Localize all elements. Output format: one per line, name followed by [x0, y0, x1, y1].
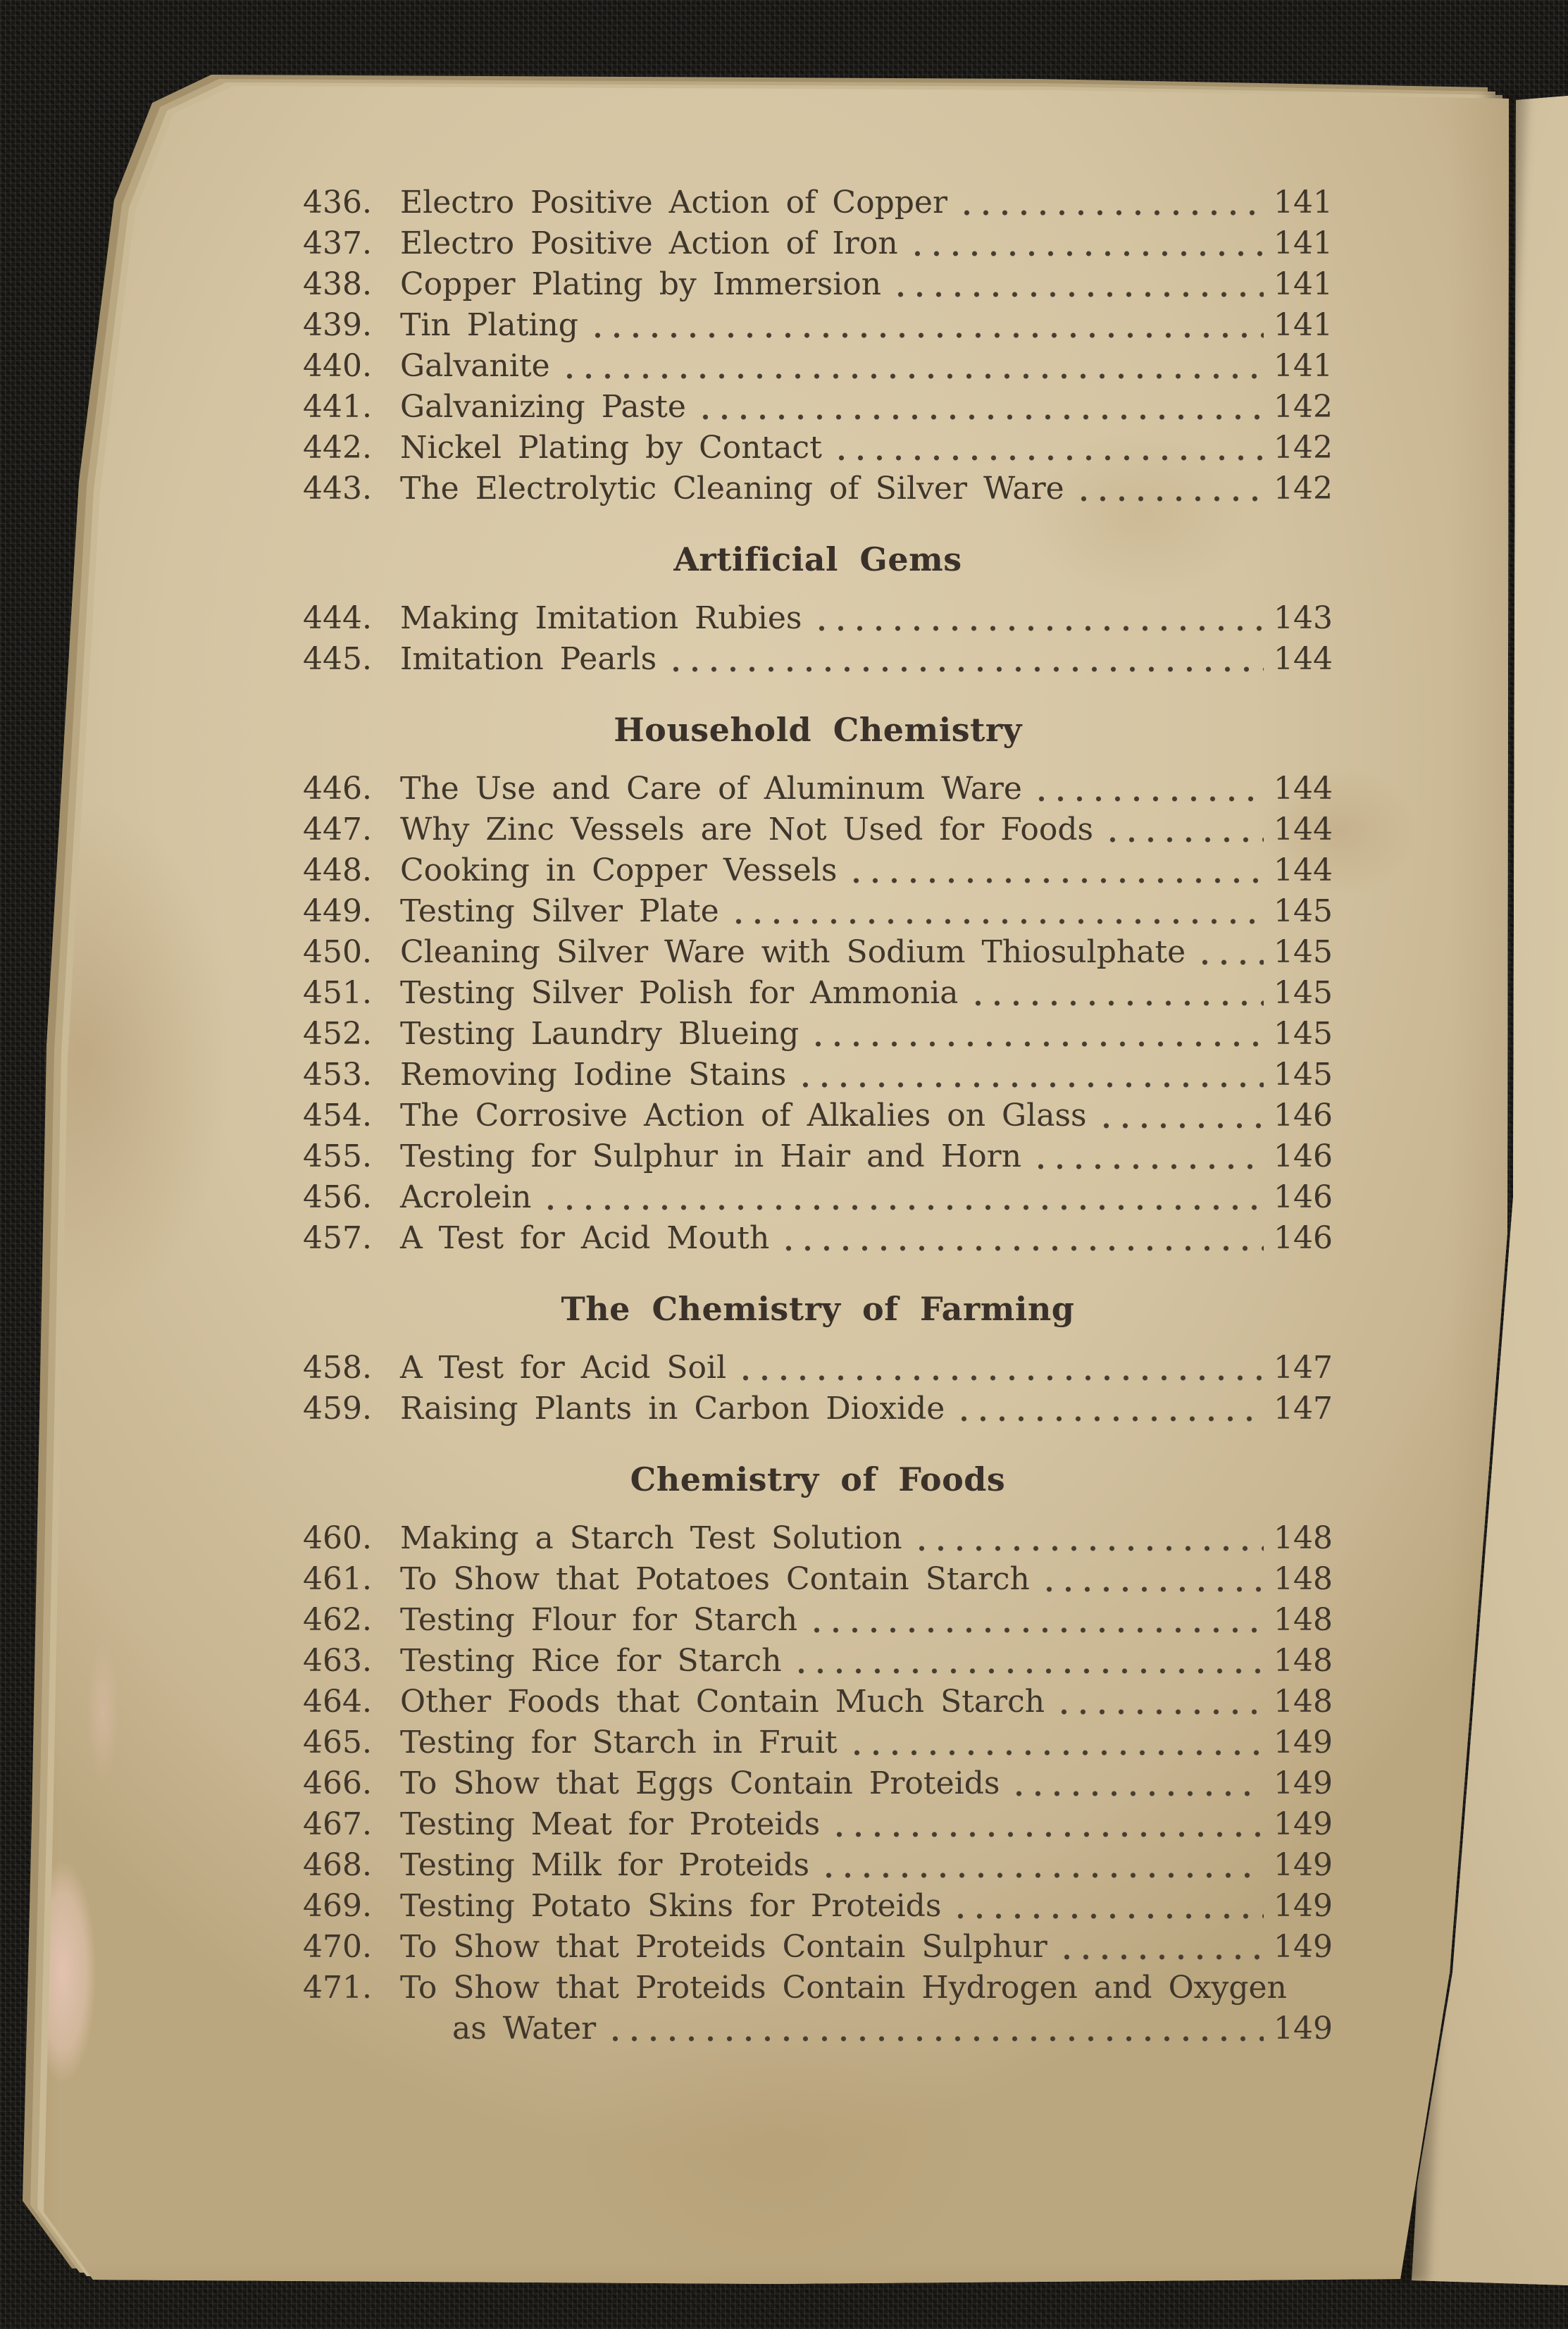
dot-leader [912, 1520, 1264, 1561]
dot-leader [1054, 1684, 1264, 1725]
entry-title: Testing for Sulphur in Hair and Horn [400, 1138, 1022, 1174]
entry-page-number: 145 [1274, 1057, 1333, 1093]
toc-entry [303, 600, 1333, 641]
dot-leader [779, 1220, 1264, 1261]
entry-number: 444. [303, 600, 372, 636]
entry-page-number: 148 [1274, 1520, 1333, 1556]
entry-title: To Show that Proteids Contain Sulphur [400, 1929, 1047, 1965]
dot-leader [847, 852, 1264, 893]
entry-title: Testing Potato Skins for Proteids [400, 1888, 942, 1924]
toc-entry [303, 812, 1333, 852]
entry-title: A Test for Acid Soil [400, 1350, 727, 1386]
toc-entry [303, 1684, 1333, 1725]
dot-leader [696, 389, 1264, 430]
dot-leader [1031, 1138, 1264, 1179]
entry-number: 451. [303, 975, 372, 1011]
toc-entry [303, 1602, 1333, 1643]
entry-number: 462. [303, 1602, 372, 1638]
entry-page-number: 147 [1274, 1391, 1333, 1427]
entry-title: Cooking in Copper Vessels [400, 852, 838, 888]
entry-title: To Show that Proteids Contain Hydrogen and Oxygen [400, 1970, 1287, 2006]
entry-page-number: 148 [1274, 1684, 1333, 1720]
toc-entry-continuation [303, 2011, 1333, 2051]
dot-leader [1074, 471, 1264, 511]
entry-title: Tin Plating [400, 307, 578, 343]
entry-number: 443. [303, 471, 372, 507]
toc-entry [303, 1929, 1333, 1970]
entry-title: Testing Laundry Blueing [400, 1016, 799, 1052]
entry-page-number: 142 [1274, 430, 1333, 466]
entry-number: 440. [303, 348, 372, 384]
dot-leader [847, 1725, 1264, 1765]
entry-number: 436. [303, 185, 372, 221]
entry-title: Raising Plants in Carbon Dioxide [400, 1391, 945, 1427]
toc-entry [303, 1806, 1333, 1847]
entry-page-number: 143 [1274, 600, 1333, 636]
dot-leader [1009, 1765, 1264, 1806]
entry-title: Cleaning Silver Ware with Sodium Thiosulphate [400, 934, 1186, 970]
entry-page-number: 144 [1274, 641, 1333, 677]
toc-entry [303, 1138, 1333, 1179]
entry-page-number: 148 [1274, 1602, 1333, 1638]
dot-leader [1195, 934, 1264, 975]
dot-leader [666, 641, 1264, 682]
toc-entry [303, 1220, 1333, 1261]
entry-number: 454. [303, 1098, 372, 1134]
entry-title: The Corrosive Action of Alkalies on Glass [400, 1098, 1087, 1134]
toc-entry [303, 1057, 1333, 1098]
entry-number: 445. [303, 641, 372, 677]
entry-page-number: 148 [1274, 1643, 1333, 1679]
entry-page-number: 141 [1274, 348, 1333, 384]
dot-leader [606, 2011, 1264, 2051]
entry-page-number: 145 [1274, 1016, 1333, 1052]
entry-page-number: 149 [1274, 1929, 1333, 1965]
entry-number: 452. [303, 1016, 372, 1052]
entry-page-number: 149 [1274, 1725, 1333, 1760]
dot-leader [1032, 771, 1264, 812]
dot-leader [954, 1391, 1264, 1431]
dot-leader [560, 348, 1264, 389]
entry-page-number: 145 [1274, 934, 1333, 970]
entry-number: 467. [303, 1806, 372, 1842]
entry-title: Other Foods that Contain Much Starch [400, 1684, 1045, 1720]
entry-page-number: 141 [1274, 185, 1333, 221]
entry-page-number: 141 [1274, 307, 1333, 343]
toc-entry [303, 934, 1333, 975]
entry-page-number: 147 [1274, 1350, 1333, 1386]
toc-entry [303, 1765, 1333, 1806]
dot-leader [809, 1016, 1264, 1057]
dot-leader [736, 1350, 1264, 1391]
toc-entry [303, 307, 1333, 348]
entry-page-number: 149 [1274, 1888, 1333, 1924]
entry-title: Making a Starch Test Solution [400, 1520, 902, 1556]
entry-number: 457. [303, 1220, 372, 1256]
dot-leader [588, 307, 1264, 348]
entry-title: Testing Flour for Starch [400, 1602, 798, 1638]
toc-entry [303, 471, 1333, 511]
entry-number: 446. [303, 771, 372, 807]
dot-leader [812, 600, 1264, 641]
entry-number: 439. [303, 307, 372, 343]
toc-entry [303, 975, 1333, 1016]
entry-title: The Electrolytic Cleaning of Silver Ware [400, 471, 1064, 507]
dot-leader [807, 1602, 1264, 1643]
entry-number: 470. [303, 1929, 372, 1965]
entry-number: 466. [303, 1765, 372, 1801]
toc-entry [303, 1098, 1333, 1138]
section-heading: Household Chemistry [614, 711, 1022, 749]
entry-page-number: 149 [1274, 1806, 1333, 1842]
entry-title: Galvanizing Paste [400, 389, 686, 425]
dot-leader [729, 893, 1264, 934]
toc-entry [303, 1888, 1333, 1929]
entry-page-number: 144 [1274, 812, 1333, 847]
dot-leader [1040, 1561, 1264, 1602]
entry-number: 464. [303, 1684, 372, 1720]
entry-page-number: 146 [1274, 1138, 1333, 1174]
entry-number: 449. [303, 893, 372, 929]
toc-entry [303, 641, 1333, 682]
entry-title: Testing Rice for Starch [400, 1643, 782, 1679]
entry-number: 437. [303, 225, 372, 261]
entry-page-number: 149 [1274, 1847, 1333, 1883]
entry-page-number: 142 [1274, 471, 1333, 507]
table-of-contents [303, 185, 1333, 2051]
dot-leader [951, 1888, 1264, 1929]
dot-leader [908, 225, 1264, 266]
entry-title: A Test for Acid Mouth [400, 1220, 770, 1256]
toc-entry [303, 1391, 1333, 1431]
dot-leader [891, 266, 1264, 307]
entry-page-number: 146 [1274, 1220, 1333, 1256]
entry-number: 460. [303, 1520, 372, 1556]
entry-title: Testing for Starch in Fruit [400, 1725, 838, 1760]
toc-entry [303, 1725, 1333, 1765]
toc-entry [303, 1643, 1333, 1684]
entry-title: Nickel Plating by Contact [400, 430, 822, 466]
toc-entry [303, 1520, 1333, 1561]
entry-title: Electro Positive Action of Copper [400, 185, 947, 221]
entry-number: 471. [303, 1970, 372, 2006]
entry-page-number: 145 [1274, 893, 1333, 929]
dot-leader [541, 1179, 1264, 1220]
entry-title: The Use and Care of Aluminum Ware [400, 771, 1022, 807]
entry-title: Copper Plating by Immersion [400, 266, 882, 302]
entry-title: Testing Silver Polish for Ammonia [400, 975, 959, 1011]
entry-number: 459. [303, 1391, 372, 1427]
section-heading: The Chemistry of Farming [561, 1290, 1075, 1328]
entry-title: To Show that Eggs Contain Proteids [400, 1765, 1000, 1801]
entry-number: 458. [303, 1350, 372, 1386]
entry-page-number: 144 [1274, 852, 1333, 888]
entry-page-number: 141 [1274, 266, 1333, 302]
toc-entry [303, 852, 1333, 893]
entry-number: 442. [303, 430, 372, 466]
section-heading: Chemistry of Foods [630, 1460, 1006, 1498]
entry-title: Galvanite [400, 348, 550, 384]
entry-number: 469. [303, 1888, 372, 1924]
entry-title: Why Zinc Vessels are Not Used for Foods [400, 812, 1094, 847]
entry-page-number: 144 [1274, 771, 1333, 807]
entry-number: 438. [303, 266, 372, 302]
toc-entry [303, 1561, 1333, 1602]
dot-leader [832, 430, 1264, 471]
dot-leader [792, 1643, 1264, 1684]
entry-number: 447. [303, 812, 372, 847]
entry-title: To Show that Potatoes Contain Starch [400, 1561, 1030, 1597]
entry-page-number: 146 [1274, 1098, 1333, 1134]
entry-number: 461. [303, 1561, 372, 1597]
entry-title: Acrolein [400, 1179, 532, 1215]
entry-title: Testing Milk for Proteids [400, 1847, 810, 1883]
entry-number: 450. [303, 934, 372, 970]
entry-title: Testing Silver Plate [400, 893, 719, 929]
dot-leader [1103, 812, 1264, 852]
toc-entry [303, 771, 1333, 812]
entry-page-number: 142 [1274, 389, 1333, 425]
entry-page-number: 149 [1274, 1765, 1333, 1801]
toc-entry [303, 348, 1333, 389]
entry-title: Making Imitation Rubies [400, 600, 802, 636]
entry-title: Removing Iodine Stains [400, 1057, 787, 1093]
toc-entry [303, 389, 1333, 430]
dot-leader [969, 975, 1264, 1016]
entry-number: 441. [303, 389, 372, 425]
entry-number: 448. [303, 852, 372, 888]
entry-page-number: 149 [1274, 2011, 1333, 2047]
toc-entry [303, 1179, 1333, 1220]
dot-leader [957, 185, 1264, 225]
toc-entry [303, 1350, 1333, 1391]
torn-edge-spot-upper [82, 1620, 124, 1803]
toc-entry [303, 1970, 1333, 2011]
entry-page-number: 145 [1274, 975, 1333, 1011]
entry-number: 455. [303, 1138, 372, 1174]
dot-leader [1057, 1929, 1264, 1970]
dot-leader [819, 1847, 1264, 1888]
entry-number: 465. [303, 1725, 372, 1760]
dot-leader [1097, 1098, 1264, 1138]
entry-title-continued: as Water [452, 2011, 597, 2047]
entry-number: 453. [303, 1057, 372, 1093]
entry-title: Imitation Pearls [400, 641, 657, 677]
entry-title: Testing Meat for Proteids [400, 1806, 821, 1842]
dot-leader [830, 1806, 1264, 1847]
toc-entry [303, 225, 1333, 266]
toc-entry [303, 893, 1333, 934]
toc-entry [303, 266, 1333, 307]
dot-leader [796, 1057, 1264, 1098]
entry-title: Electro Positive Action of Iron [400, 225, 898, 261]
entry-page-number: 148 [1274, 1561, 1333, 1597]
entry-number: 456. [303, 1179, 372, 1215]
entry-page-number: 141 [1274, 225, 1333, 261]
toc-entry [303, 1847, 1333, 1888]
entry-number: 468. [303, 1847, 372, 1883]
entry-page-number: 146 [1274, 1179, 1333, 1215]
toc-entry [303, 185, 1333, 225]
section-heading: Artificial Gems [673, 540, 962, 578]
toc-entry [303, 430, 1333, 471]
entry-number: 463. [303, 1643, 372, 1679]
toc-entry [303, 1016, 1333, 1057]
